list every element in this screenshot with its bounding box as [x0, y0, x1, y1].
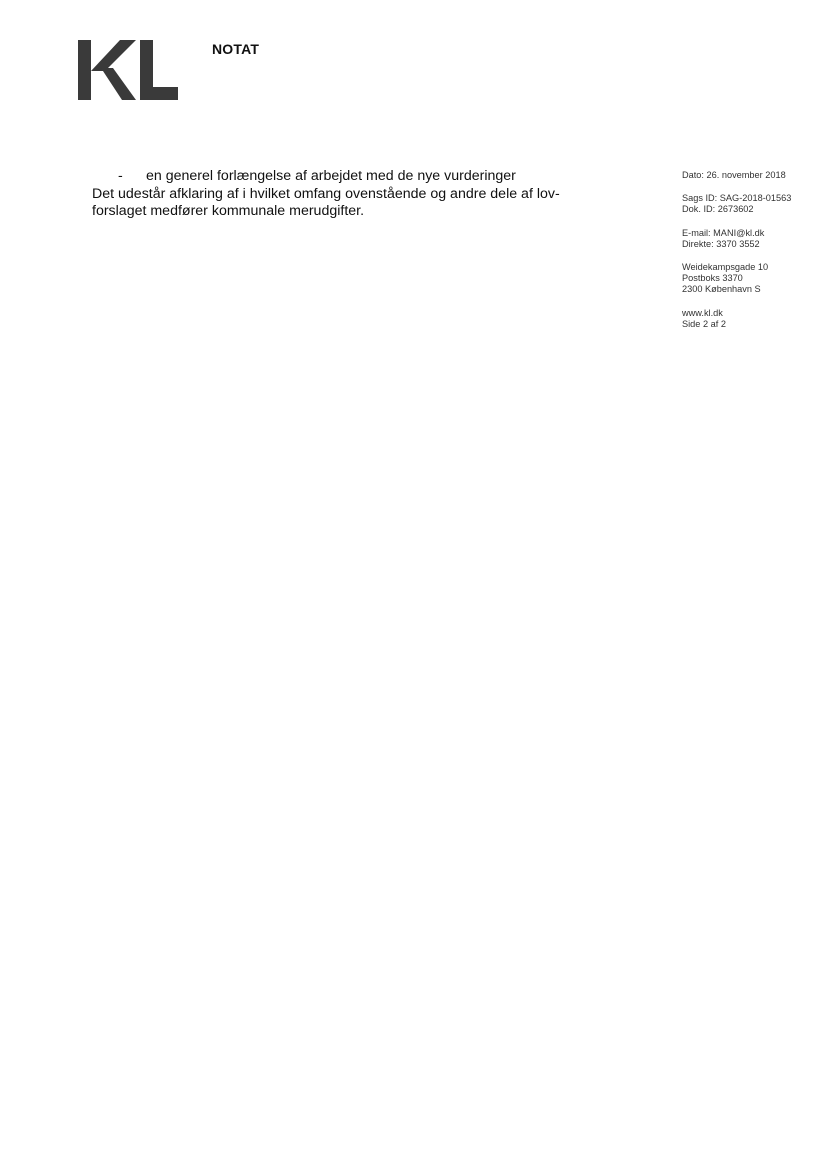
address-line-3: 2300 København S [682, 284, 761, 295]
address-group [682, 262, 822, 296]
main-body [92, 168, 562, 221]
date-row [682, 170, 822, 181]
address-line-2: Postboks 3370 [682, 273, 743, 284]
website: www.kl.dk [682, 307, 723, 318]
contact-group [682, 228, 822, 250]
body-paragraph [92, 186, 562, 221]
doc-id-label: Dok. ID: [682, 204, 716, 215]
email-value: MANI@kl.dk [713, 227, 765, 238]
document-meta-sidebar [682, 170, 822, 342]
bullet-dash: - [118, 168, 123, 184]
case-id-value: SAG-2018-01563 [719, 193, 792, 204]
date-value: 26. november 2018 [706, 170, 786, 180]
email-row [682, 228, 822, 239]
bullet-item [92, 168, 562, 186]
date-group [682, 170, 822, 181]
bullet-text: en generel forlængelse af arbejdet med de nye vurderinger [146, 168, 516, 184]
direct-phone-label: Direkte: [682, 238, 714, 249]
paragraph-line-1: Det udestår afklaring af i hvilket omfang ovenstående og andre dele af lov- [92, 185, 560, 202]
direct-phone-row [682, 239, 822, 250]
case-id-label: Sags ID: [682, 193, 718, 204]
date-label: Dato: [682, 170, 704, 180]
footer-group [682, 308, 822, 330]
doc-id-value: 2673602 [717, 204, 754, 215]
document-type-label: NOTAT [212, 41, 260, 57]
doc-id-row [682, 204, 822, 215]
address-line-1: Weidekampsgade 10 [682, 262, 769, 273]
ids-group [682, 193, 822, 215]
kl-logo [78, 40, 178, 100]
paragraph-line-2: forslaget medfører kommunale merudgifter. [92, 203, 365, 219]
direct-phone-value: 3370 3552 [716, 238, 760, 249]
case-id-row [682, 193, 822, 204]
page-number: Side 2 af 2 [682, 318, 726, 329]
email-label: E-mail: [682, 227, 711, 238]
